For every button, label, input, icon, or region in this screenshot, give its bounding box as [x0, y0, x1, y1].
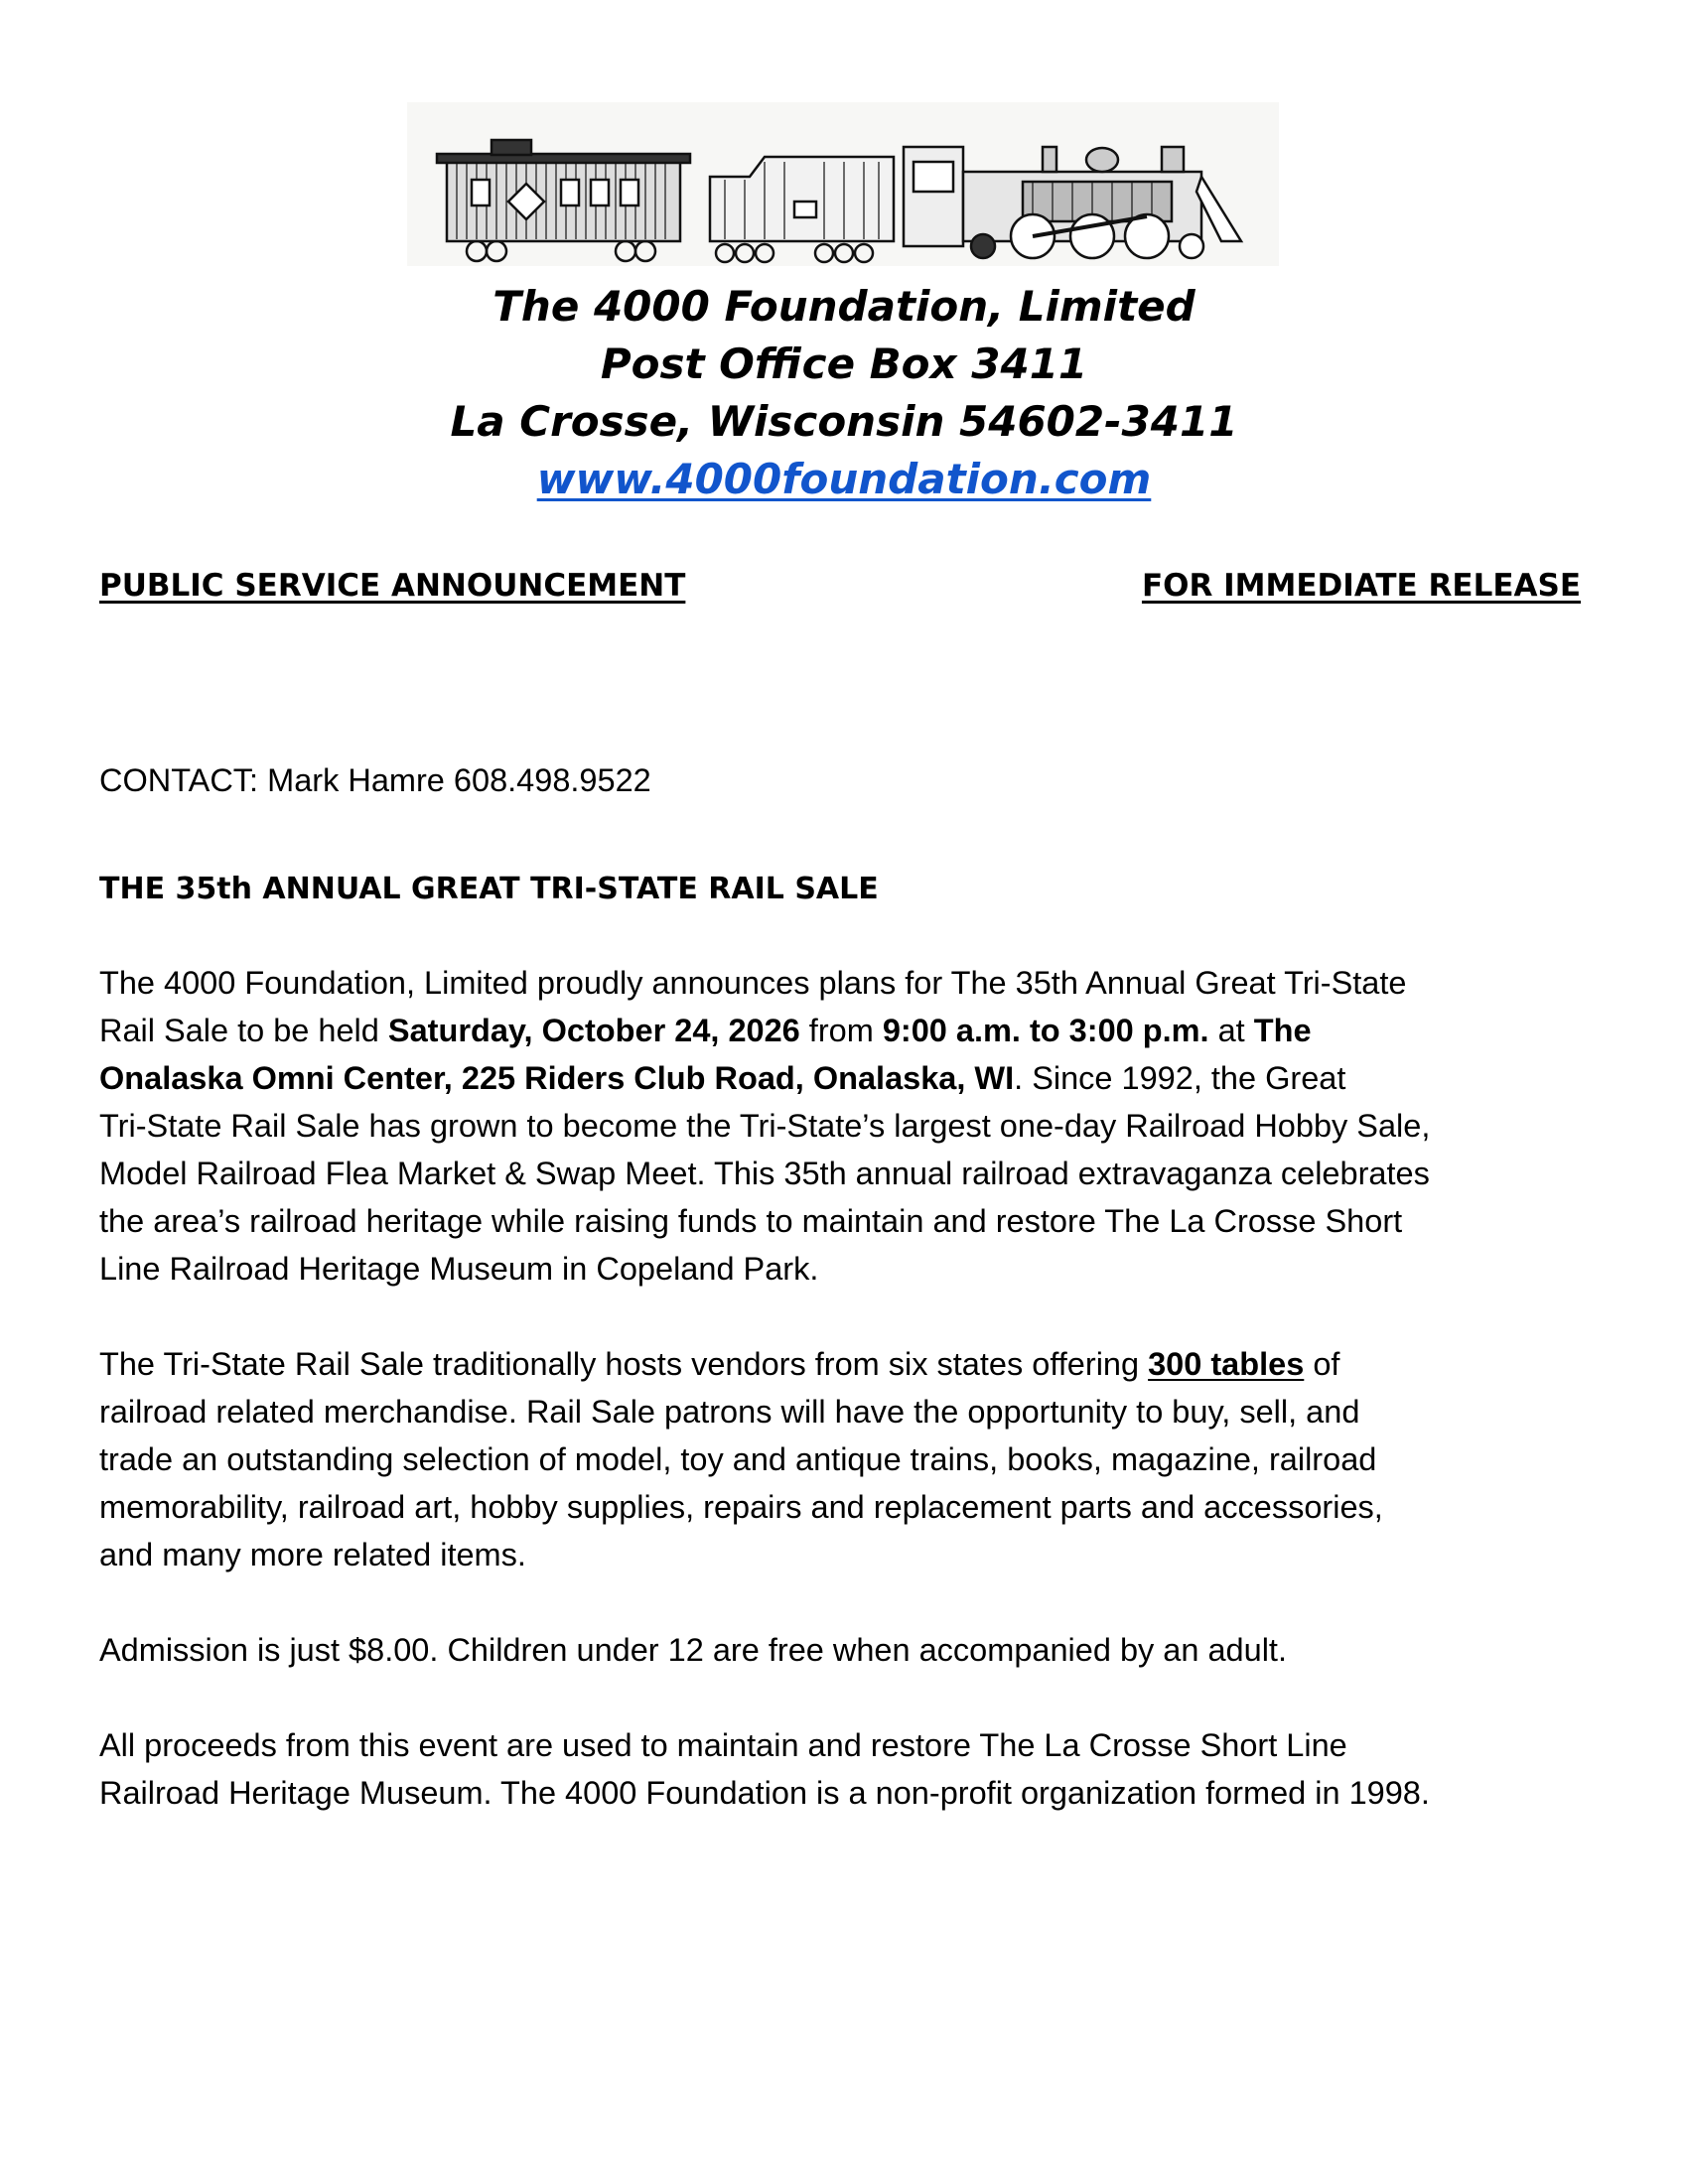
paragraph-event-details — [99, 959, 1589, 1293]
text-run: from — [799, 1013, 883, 1048]
paragraph-admission: Admission is just $8.00. Children under 12 are free when accompanied by an adult. — [99, 1632, 1287, 1668]
text-line: Line Railroad Heritage Museum in Copeland Park. — [99, 1251, 819, 1287]
text-line: memorability, railroad art, hobby supplies, repairs and replacement parts and accessories, — [99, 1489, 1383, 1525]
contact-line: CONTACT: Mark Hamre 608.498.9522 — [99, 762, 651, 798]
text-run: at — [1208, 1013, 1254, 1048]
text-run: Rail Sale to be held — [99, 1013, 388, 1048]
tables-count: 300 tables — [1148, 1346, 1305, 1382]
website-link[interactable]: www.4000foundation.com — [536, 455, 1152, 503]
text-line: and many more related items. — [99, 1537, 526, 1572]
letterhead — [298, 278, 1390, 508]
text-line — [99, 1340, 1589, 1388]
org-name: The 4000 Foundation, Limited — [492, 282, 1196, 331]
text-run: . Since 1992, the Great — [1014, 1060, 1346, 1096]
event-hours: 9:00 a.m. to 3:00 p.m. — [882, 1013, 1209, 1048]
immediate-release-label: FOR IMMEDIATE RELEASE — [1141, 568, 1581, 604]
text-run: The Tri-State Rail Sale traditionally hosts vendors from six states offering — [99, 1346, 1149, 1382]
text-line — [99, 1054, 1589, 1102]
event-venue-start: The — [1253, 1013, 1312, 1048]
text-line — [99, 1007, 1589, 1054]
text-line: Model Railroad Flea Market & Swap Meet. This 35th annual railroad extravaganza celebrates — [99, 1156, 1430, 1191]
city-state-zip: La Crosse, Wisconsin 54602-3411 — [450, 397, 1238, 446]
text-line: Railroad Heritage Museum. The 4000 Foundation is a non-profit organization formed in 1998. — [99, 1775, 1430, 1811]
paragraph-proceeds — [99, 1721, 1589, 1817]
paragraph-vendors — [99, 1340, 1589, 1578]
event-date: Saturday, October 24, 2026 — [387, 1013, 800, 1048]
text-line: The 4000 Foundation, Limited proudly announces plans for The 35th Annual Great Tri-State — [99, 965, 1407, 1001]
steam-train-icon — [407, 102, 1279, 266]
event-venue: Onalaska Omni Center, 225 Riders Club Road, Onalaska, WI — [99, 1060, 1015, 1096]
text-line: trade an outstanding selection of model, toy and antique trains, books, magazine, railroad — [99, 1441, 1377, 1477]
text-run: of — [1304, 1346, 1340, 1382]
psa-label: PUBLIC SERVICE ANNOUNCEMENT — [99, 568, 686, 604]
po-box: Post Office Box 3411 — [600, 340, 1088, 388]
headline: THE 35th ANNUAL GREAT TRI-STATE RAIL SALE — [99, 872, 879, 906]
text-line: Tri-State Rail Sale has grown to become the Tri-State’s largest one-day Railroad Hobby Sale, — [99, 1108, 1431, 1144]
text-line: railroad related merchandise. Rail Sale patrons will have the opportunity to buy, sell, and — [99, 1394, 1360, 1430]
release-header — [99, 568, 1581, 608]
text-line: All proceeds from this event are used to maintain and restore The La Crosse Short Line — [99, 1727, 1347, 1763]
text-line: the area’s railroad heritage while raising funds to maintain and restore The La Crosse Short — [99, 1203, 1403, 1239]
